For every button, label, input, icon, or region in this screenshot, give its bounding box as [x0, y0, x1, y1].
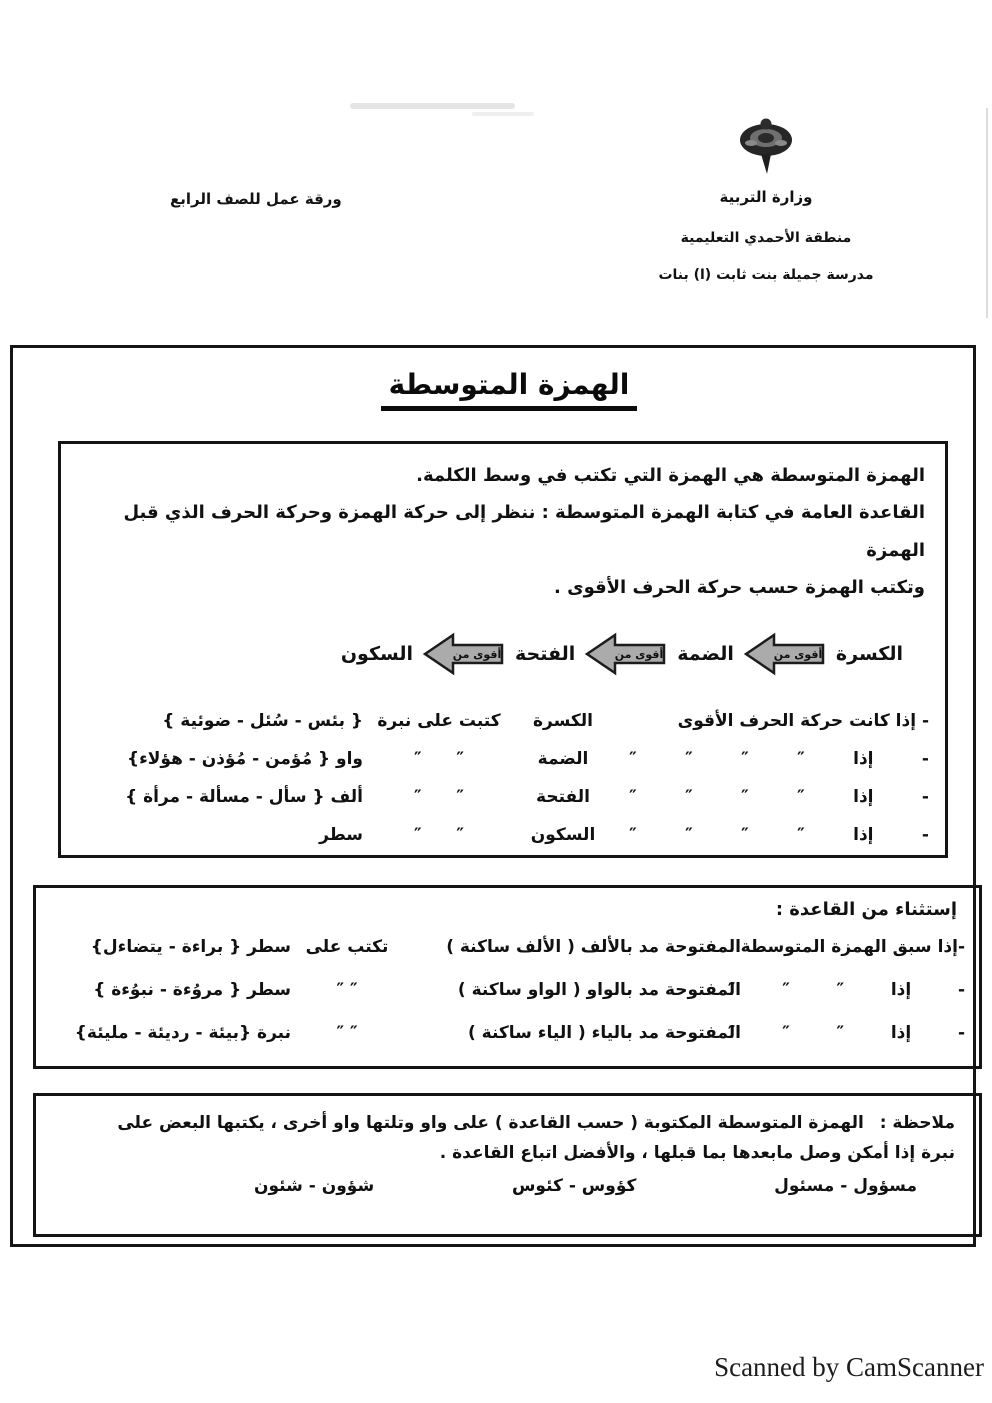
exception-row [50, 968, 965, 1011]
rule-result: واو { مُؤمن - مُؤذن - هؤلاء} [126, 748, 363, 769]
rule-condition: - إذا ″ ″ ″ ″ [629, 824, 929, 845]
school-name: مدرسة جميلة بنت ثابت (ا) بنات [658, 267, 874, 283]
note-paragraph [36, 1096, 979, 1169]
rule-action: ″ ″ [413, 824, 464, 845]
stronger-than-arrow-icon [422, 631, 506, 677]
note-examples [36, 1169, 979, 1196]
exception-condition: - إذا ″ ″ ″ [727, 979, 965, 1000]
rule-result: { بئس - سُئل - ضوئية } [162, 710, 363, 731]
note-line: نبرة إذا أمكن وصل مابعدها بما قبلها ، والأفضل اتباع القاعدة . [439, 1143, 955, 1164]
rule-row [77, 740, 929, 778]
example-pair: مسؤول - مسئول [774, 1175, 917, 1196]
district-name: منطقة الأحمدي التعليمية [680, 230, 852, 246]
exception-action: ″ ″ [336, 979, 358, 1000]
exception-table [36, 925, 979, 1054]
harakah-word: الفتحة [514, 642, 576, 665]
rule-condition: - إذا ″ ″ ″ ″ [629, 786, 929, 807]
exception-condition: -إذا سبق الهمزة المتوسطة [740, 936, 965, 957]
stronger-than-arrow-icon [743, 631, 827, 677]
ministry-header-block [640, 116, 892, 283]
rules-table [61, 702, 945, 854]
exception-row [50, 925, 965, 968]
rule-harakah: الفتحة [536, 786, 590, 807]
svg-text:أقوى من: أقوى من [773, 647, 823, 661]
ministry-name: وزارة التربية [719, 188, 813, 206]
svg-text:أقوى من: أقوى من [615, 647, 664, 661]
harakah-word: السكون [340, 642, 413, 665]
exception-result: نبرة {بيئة - رديئة - مليئة} [74, 1022, 291, 1043]
definition-paragraph [61, 444, 945, 607]
note-box [33, 1093, 982, 1237]
rule-action: ″ ″ [413, 786, 464, 807]
rule-result: ألف { سأل - مسألة - مرأة } [125, 786, 363, 807]
exception-box [33, 885, 982, 1069]
definition-box [58, 441, 948, 858]
rule-row [77, 778, 929, 816]
scan-edge-artifact [986, 108, 988, 318]
exception-case: المفتوحة مد بالألف ( الألف ساكنة ) [446, 936, 741, 957]
rule-condition: - إذا كانت حركة الحرف الأقوى [677, 710, 929, 731]
rule-harakah: السكون [530, 824, 596, 845]
harakah-word: الكسرة [835, 642, 903, 665]
exception-action: ″ ″ [336, 1022, 358, 1043]
rule-result: سطر [319, 824, 363, 845]
scan-smudge [472, 112, 534, 116]
worksheet-grade-label: ورقة عمل للصف الرابع [170, 190, 342, 208]
example-pair: كؤوس - كئوس [511, 1175, 637, 1196]
rule-harakah: الكسرة [532, 710, 593, 731]
harakah-word: الضمة [677, 642, 734, 665]
svg-text:أقوى من: أقوى من [452, 647, 502, 661]
definition-line: القاعدة العامة في كتابة الهمزة المتوسطة : ننظر إلى حركة الهمزة وحركة الحرف الذي قبل الهمزة [123, 502, 925, 561]
scan-smudge [350, 103, 515, 109]
definition-line: الهمزة المتوسطة هي الهمزة التي تكتب في وسط الكلمة. [416, 465, 925, 486]
note-label: ملاحظة : [879, 1113, 955, 1133]
rule-condition: - إذا ″ ″ ″ ″ [629, 748, 929, 769]
example-pair: شؤون - شئون [254, 1175, 375, 1196]
rule-row [77, 816, 929, 854]
exception-case: المفتوحة مد بالياء ( الياء ساكنة ) [467, 1022, 741, 1043]
rule-harakah: الضمة [537, 748, 589, 769]
exception-action: تكتب على [305, 936, 389, 957]
exception-row [50, 1011, 965, 1054]
rule-row [77, 702, 929, 740]
worksheet-frame [10, 345, 976, 1247]
definition-line: وتكتب الهمزة حسب حركة الحرف الأقوى . [553, 577, 925, 599]
ministry-logo-icon [737, 116, 795, 182]
exception-result: سطر { براءة - يتضاءل} [90, 936, 291, 957]
strength-chain [341, 631, 903, 677]
exception-case: المفتوحة مد بالواو ( الواو ساكنة ) [457, 979, 741, 1000]
scanner-credit: Scanned by CamScanner [714, 1352, 984, 1382]
exception-heading: إستثناء من القاعدة : [775, 899, 957, 920]
rule-action: ″ ″ [413, 748, 464, 769]
stronger-than-arrow-icon [584, 631, 668, 677]
exception-condition: - إذا ″ ″ ″ [727, 1022, 965, 1043]
note-line [60, 1108, 955, 1138]
note-text: الهمزة المتوسطة المكتوبة ( حسب القاعدة ) على واو وتلتها واو أخرى ، يكتبها البعض على [117, 1113, 864, 1133]
exception-result: سطر { مروُءة - نبوُءة } [93, 979, 291, 1000]
page-title: الهمزة المتوسطة [381, 368, 638, 411]
rule-action: كتبت على نبرة [377, 710, 501, 731]
